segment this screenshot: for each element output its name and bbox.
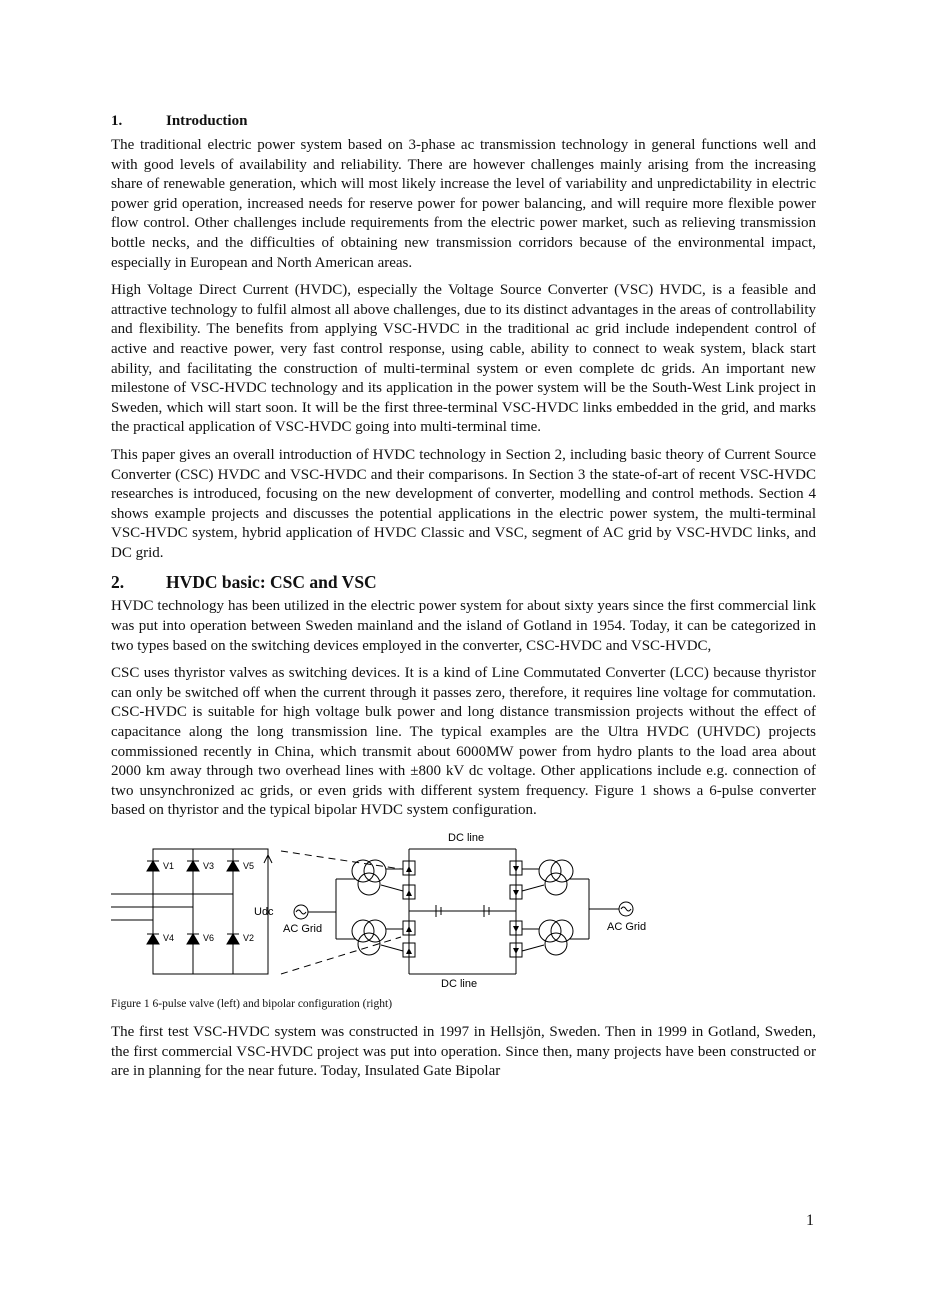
figure-1 (111, 829, 816, 989)
thyristor-v1 (147, 861, 159, 871)
section-heading-introduction (111, 112, 816, 130)
section-title: HVDC basic: CSC and VSC (166, 572, 377, 593)
label-v6: V6 (203, 933, 215, 943)
label-v3: V3 (203, 861, 215, 871)
page-content (111, 112, 816, 1090)
paragraph-hvdc-2: CSC uses thyristor valves as switching devices. It is a kind of Line Commutated Converter (LCC) because thyristor can only be switched off when the current through it passes zero, therefore, it requires line voltage for commutation. CSC-HVDC is suitable for high voltage bulk power and long distance transmission projects without the effect of capacitance along the long transmission line. The typical examples are the Ultra HVDC (UHVDC) projects commissioned recently in China, which transmit about 6000MW power from hydro plants to the load area about 2000 km away through two overhead lines with ±800 kV dc voltage. Other applications include e.g. connection of two unsynchronized ac grids, or even grids with different system frequency. Figure 1 shows a 6-pulse converter based on thyristor and the typical bipolar HVDC system configuration. (111, 665, 816, 819)
section-number: 2. (111, 572, 125, 593)
page-number: 1 (806, 1212, 814, 1229)
figure-diagram (111, 829, 816, 989)
label-v5: V5 (243, 861, 255, 871)
thyristor-v3 (187, 861, 199, 871)
paragraph-hvdc-3: The first test VSC-HVDC system was constructed in 1997 in Hellsjön, Sweden. Then in 1999 in Gotland, Sweden, the first commercial VSC-HVDC project was put into operation. Since then, many projects have been constructed or are in planning for the near future. Today, Insulated Gate Bipolar (111, 1024, 816, 1080)
thyristor-v2 (227, 934, 239, 944)
paragraph-intro-1: The traditional electric power system based on 3-phase ac transmission technology in general functions well and with good levels of availability and reliability. There are however challenges mainly arising from the increasing share of renewable generation, which will most likely increase the level of variability and unpredictability in electric power grid operation, increased needs for reserve power for power balancing, and will require more flexible power flow control. Other challenges include requirements from the electric power market, such as relieving transmission bottle necks, and the difficulties of obtaining new transmission corridors because of the environmental impact, especially in European and North American areas. (111, 137, 816, 271)
section-number: 1. (111, 113, 123, 129)
section-heading-hvdc-basic (111, 571, 816, 593)
label-dc-line-bottom: DC line (441, 978, 478, 989)
label-v2: V2 (243, 933, 255, 943)
paragraph-hvdc-1: HVDC technology has been utilized in the electric power system for about sixty years since the first commercial link was put into operation between Sweden mainland and the island of Gotland in 1954. Today, it can be categorized in two types based on the switching devices employed in the converter, CSC-HVDC and VSC-HVDC, (111, 598, 816, 654)
label-v1: V1 (163, 861, 175, 871)
paragraph-intro-2: High Voltage Direct Current (HVDC), especially the Voltage Source Converter (VSC) HVDC, is a feasible and attractive technology to fulfil almost all above challenges, due to its distinct advantages in the areas of controllability and flexibility. The benefits from applying VSC-HVDC in the traditional ac grid include independent control of active and reactive power, very fast control response, using cable, ability to connect to weak system, black start ability, and facilitating the construction of multi-terminal system or even complete dc grids. An important new milestone of VSC-HVDC technology and its application in the power system will be the South-West Link project in Sweden, which will start soon. It will be the first three-terminal VSC-HVDC links embedded in the grid, and marks the practical application of VSC-HVDC going into multi-terminal time. (111, 282, 816, 436)
section-title: Introduction (166, 113, 248, 129)
label-udc: Udc (254, 906, 274, 918)
paragraph-intro-3: This paper gives an overall introduction of HVDC technology in Section 2, including basic theory of Current Source Converter (CSC) HVDC and VSC-HVDC and their comparisons. In Section 3 the state-of-art of recent VSC-HVDC researches is introduced, focusing on the new development of converter, modelling and control methods. Section 4 shows example projects and discusses the potential applications in the electric power system, the multi-terminal VSC-HVDC system, hybrid application of HVDC Classic and VSC, segment of AC grid by VSC-HVDC links, and DC grid. (111, 446, 816, 561)
figure-caption: Figure 1 6-pulse valve (left) and bipolar configuration (right) (111, 998, 393, 1010)
label-ac-grid-right: AC Grid (607, 921, 647, 933)
thyristor-v6 (187, 934, 199, 944)
label-dc-line-top: DC line (448, 832, 485, 844)
label-ac-grid-left: AC Grid (283, 923, 323, 935)
thyristor-v5 (227, 861, 239, 871)
thyristor-v4 (147, 934, 159, 944)
label-v4: V4 (163, 933, 175, 943)
